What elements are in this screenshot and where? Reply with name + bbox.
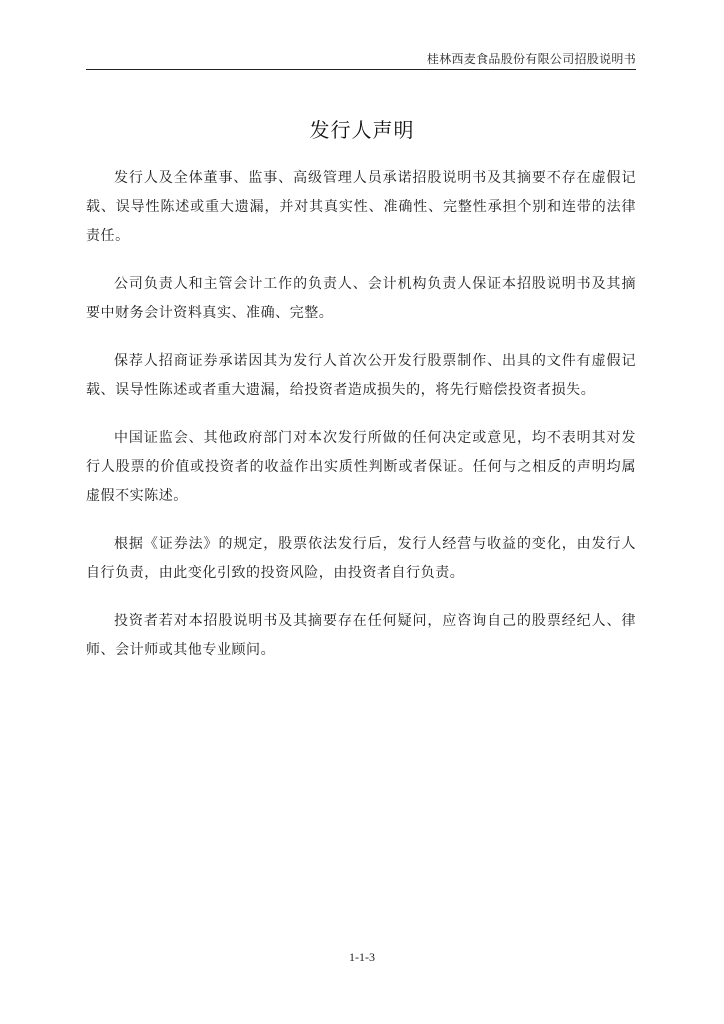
statement-body [86,164,636,684]
header-divider [86,69,636,70]
paragraph-financial-accuracy: 公司负责人和主管会计工作的负责人、会计机构负责人保证本招股说明书及其摘要中财务会计资料真实、准确、完整。 [86,276,636,321]
paragraph-investment-risk: 根据《证券法》的规定，股票依法发行后，发行人经营与收益的变化，由发行人自行负责，由此变化引致的投资风险，由投资者自行负责。 [86,536,636,581]
page-number: 1-1-3 [349,950,375,964]
paragraph-liability-commitment: 发行人及全体董事、监事、高级管理人员承诺招股说明书及其摘要不存在虚假记载、误导性陈述或重大遗漏，并对其真实性、准确性、完整性承担个别和连带的法律责任。 [86,170,636,244]
paragraph-csrc-disclaimer: 中国证监会、其他政府部门对本次发行所做的任何决定或意见，均不表明其对发行人股票的价值或投资者的收益作出实质性判断或者保证。任何与之相反的声明均属虚假不实陈述。 [86,430,636,504]
page-title: 发行人声明 [309,118,415,142]
paragraph-sponsor-commitment: 保荐人招商证券承诺因其为发行人首次公开发行股票制作、出具的文件有虚假记载、误导性陈述或者重大遗漏，给投资者造成损失的，将先行赔偿投资者损失。 [86,353,636,398]
running-header: 桂林西麦食品股份有限公司招股说明书 [426,52,636,66]
paragraph-consult-advisor: 投资者若对本招股说明书及其摘要存在任何疑问，应咨询自己的股票经纪人、律师、会计师或其他专业顾问。 [86,613,636,658]
